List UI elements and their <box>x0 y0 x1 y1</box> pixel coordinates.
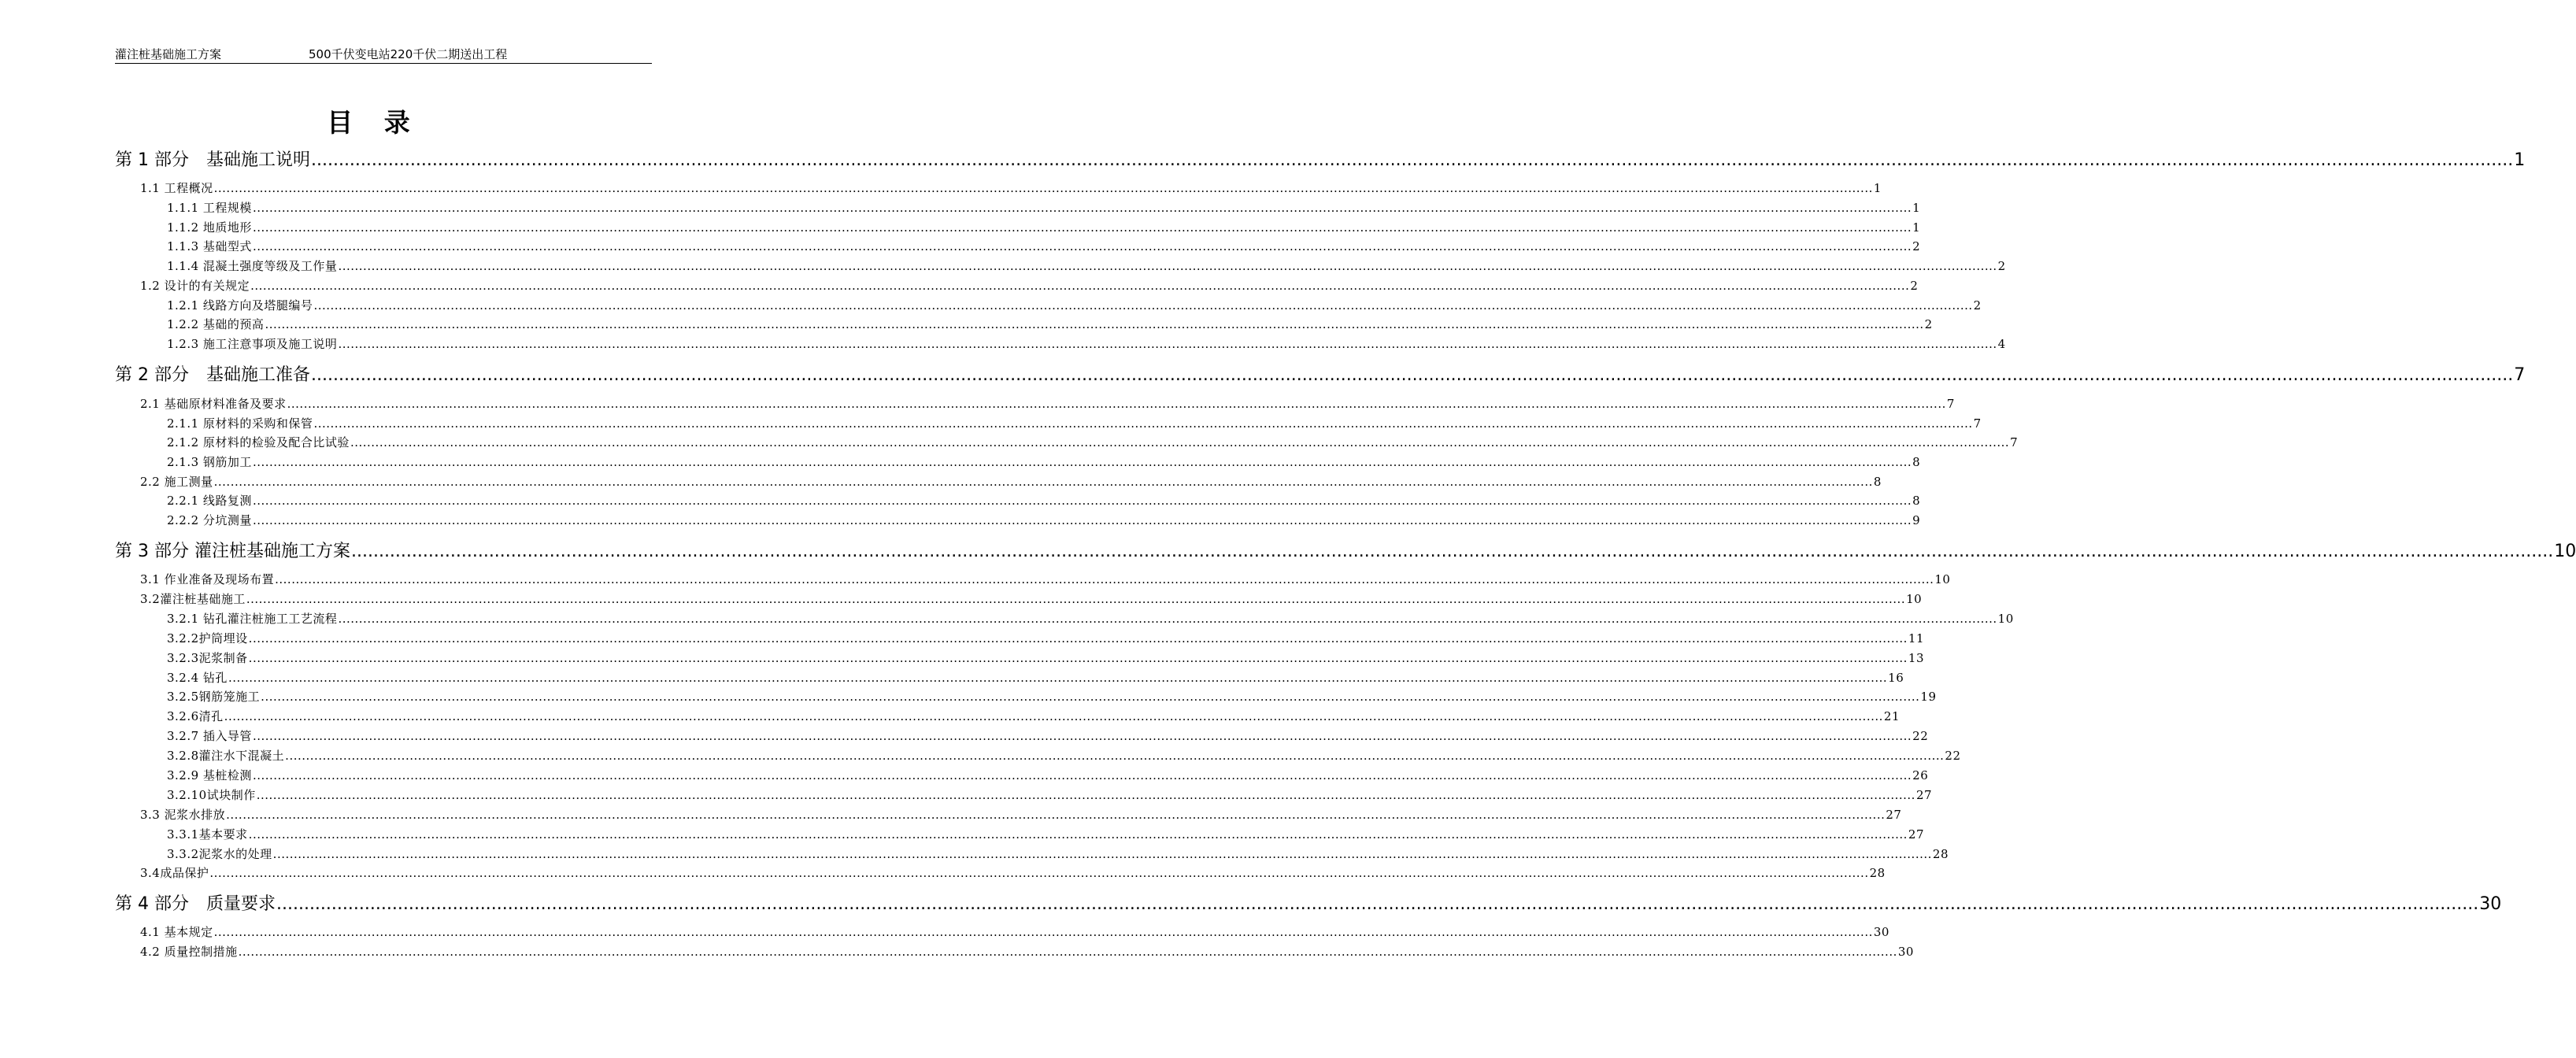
toc-entry-page-number: 28 <box>1869 866 1886 880</box>
toc-entry-page-number: 22 <box>1912 729 1929 743</box>
toc-entry-label: 2.1.3 钢筋加工 <box>167 455 252 469</box>
toc-section-entry[interactable] <box>140 395 1955 412</box>
toc-part-entry[interactable] <box>115 538 2576 562</box>
toc-leader-dots: ................................................................................................................................................................................................................................................................................................................................................................................................................ <box>252 768 1912 782</box>
toc-leader-dots: ................................................................................................................................................................................................................................................................................................................................................................................................................ <box>248 827 1908 842</box>
toc-entry-label: 3.2灌注桩基础施工 <box>140 592 246 606</box>
toc-subsection-entry[interactable] <box>167 335 2006 352</box>
toc-entry-label: 3.4成品保护 <box>140 866 209 880</box>
toc-leader-dots: ................................................................................................................................................................................................................................................................................................................................................................................................................ <box>252 455 1912 469</box>
toc-entry-label: 第 2 部分 基础施工准备 <box>115 365 310 385</box>
toc-leader-dots: ................................................................................................................................................................................................................................................................................................................................................................................................................ <box>338 259 1997 273</box>
toc-entry-page-number: 7 <box>1946 397 1955 411</box>
toc-entry-label: 2.2.2 分坑测量 <box>167 513 252 527</box>
toc-entry-label: 3.2.5钢筋笼施工 <box>167 690 261 704</box>
toc-part-entry[interactable] <box>115 890 2502 915</box>
toc-entry-page-number: 2 <box>1912 239 1921 253</box>
toc-entry-page-number: 7 <box>1973 416 1982 431</box>
toc-entry-label: 3.2.8灌注水下混凝土 <box>167 749 285 763</box>
toc-subsection-entry[interactable] <box>167 786 1933 803</box>
toc-entry-label: 3.2.3泥浆制备 <box>167 651 248 665</box>
toc-entry-page-number: 10 <box>1997 612 2014 626</box>
toc-entry-label: 4.2 质量控制措施 <box>140 945 238 959</box>
toc-title: 目 录 <box>327 107 421 138</box>
toc-leader-dots: ................................................................................................................................................................................................................................................................................................................................................................................................................ <box>248 631 1908 646</box>
toc-section-entry[interactable] <box>140 179 1882 196</box>
toc-subsection-entry[interactable] <box>167 219 1921 235</box>
toc-leader-dots: ................................................................................................................................................................................................................................................................................................................................................................................................................ <box>252 201 1912 215</box>
toc-leader-dots: ................................................................................................................................................................................................................................................................................................................................................................................................................ <box>338 612 1997 626</box>
toc-leader-dots: ................................................................................................................................................................................................................................................................................................................................................................................................................ <box>313 298 1973 313</box>
toc-section-entry[interactable] <box>140 806 1902 823</box>
toc-entry-label: 2.1.2 原材料的检验及配合比试验 <box>167 435 350 449</box>
toc-subsection-entry[interactable] <box>167 630 1924 646</box>
toc-subsection-entry[interactable] <box>167 415 1982 431</box>
toc-entry-label: 1.1.2 地质地形 <box>167 220 252 235</box>
toc-subsection-entry[interactable] <box>167 610 2014 627</box>
toc-subsection-entry[interactable] <box>167 238 1921 254</box>
toc-part-entry[interactable] <box>115 361 2526 386</box>
toc-entry-page-number: 27 <box>1915 788 1933 802</box>
toc-leader-dots: ................................................................................................................................................................................................................................................................................................................................................................................................................ <box>272 847 1932 861</box>
toc-entry-label: 1.1.3 基础型式 <box>167 239 252 253</box>
toc-entry-label: 3.2.9 基桩检测 <box>167 768 252 782</box>
toc-leader-dots: ................................................................................................................................................................................................................................................................................................................................................................................................................ <box>287 397 1946 411</box>
toc-entry-page-number: 7 <box>2010 435 2019 449</box>
toc-entry-page-number: 9 <box>1912 513 1921 527</box>
toc-entry-page-number: 4 <box>1997 337 2006 351</box>
toc-entry-label: 3.1 作业准备及现场布置 <box>140 572 275 586</box>
toc-leader-dots: ................................................................................................................................................................................................................................................................................................................................................................................................................ <box>275 572 1934 586</box>
toc-entry-label: 2.1 基础原材料准备及要求 <box>140 397 287 411</box>
toc-entry-label: 4.1 基本规定 <box>140 925 213 939</box>
toc-leader-dots: ................................................................................................................................................................................................................................................................................................................................................................................................................ <box>252 729 1912 743</box>
toc-entry-label: 3.2.1 钻孔灌注桩施工工艺流程 <box>167 612 338 626</box>
toc-entry-page-number: 11 <box>1908 631 1924 646</box>
toc-section-entry[interactable] <box>140 590 1923 607</box>
toc-leader-dots: ................................................................................................................................................................................................................................................................................................................................................................................................................ <box>252 239 1912 253</box>
toc-subsection-entry[interactable] <box>167 688 1937 705</box>
toc-entry-page-number: 1 <box>2514 150 2526 170</box>
toc-entry-label: 3.2.10试块制作 <box>167 788 256 802</box>
toc-entry-label: 3.2.6清孔 <box>167 709 224 723</box>
toc-entry-page-number: 2 <box>1997 259 2006 273</box>
toc-entry-page-number: 27 <box>1886 808 1902 822</box>
toc-subsection-entry[interactable] <box>167 767 1929 783</box>
toc-entry-label: 3.2.2护筒埋设 <box>167 631 248 646</box>
toc-entry-page-number: 10 <box>2554 542 2576 561</box>
toc-part-entry[interactable] <box>115 146 2526 171</box>
toc-section-entry[interactable] <box>140 943 1914 960</box>
toc-entry-page-number: 27 <box>1908 827 1924 842</box>
toc-subsection-entry[interactable] <box>167 492 1921 509</box>
toc-leader-dots: ................................................................................................................................................................................................................................................................................................................................................................................................................ <box>209 866 1869 880</box>
toc-leader-dots: ................................................................................................................................................................................................................................................................................................................................................................................................................ <box>224 709 1883 723</box>
toc-section-entry[interactable] <box>140 473 1882 490</box>
toc-subsection-entry[interactable] <box>167 297 1982 313</box>
toc-entry-page-number: 21 <box>1883 709 1900 723</box>
toc-entry-page-number: 30 <box>1897 945 1914 959</box>
toc-entry-page-number: 10 <box>1906 592 1923 606</box>
toc-entry-page-number: 2 <box>1924 317 1933 331</box>
toc-entry-page-number: 16 <box>1888 671 1904 685</box>
toc-entry-label: 1.1.4 混凝土强度等级及工作量 <box>167 259 338 273</box>
toc-entry-page-number: 7 <box>2514 365 2526 385</box>
toc-entry-page-number: 1 <box>1873 181 1882 195</box>
toc-entry-page-number: 8 <box>1912 455 1921 469</box>
toc-subsection-entry[interactable] <box>167 669 1904 686</box>
toc-leader-dots: ................................................................................................................................................................................................................................................................................................................................................................................................................ <box>213 925 1873 939</box>
toc-entry-label: 第 3 部分 灌注桩基础施工方案 <box>115 542 350 561</box>
toc-leader-dots: ................................................................................................................................................................................................................................................................................................................................................................................................................ <box>350 435 2010 449</box>
toc-entry-page-number: 30 <box>1873 925 1889 939</box>
toc-entry-label: 2.2.1 线路复测 <box>167 494 252 508</box>
toc-entry-label: 3.3.1基本要求 <box>167 827 248 842</box>
toc-leader-dots: ................................................................................................................................................................................................................................................................................................................................................................................................................ <box>261 690 1920 704</box>
toc-subsection-entry[interactable] <box>167 845 1949 862</box>
toc-entry-page-number: 1 <box>1912 201 1921 215</box>
toc-leader-dots: ................................................................................................................................................................................................................................................................................................................................................................................................................ <box>226 808 1886 822</box>
toc-entry-page-number: 30 <box>2479 894 2502 914</box>
toc-entry-label: 3.2.4 钻孔 <box>167 671 228 685</box>
toc-subsection-entry[interactable] <box>167 512 1921 528</box>
toc-leader-dots: ................................................................................................................................................................................................................................................................................................................................................................................................................ <box>256 788 1915 802</box>
toc-section-entry[interactable] <box>140 571 1951 587</box>
toc-entry-label: 3.3.2泥浆水的处理 <box>167 847 272 861</box>
toc-leader-dots: ................................................................................................................................................................................................................................................................................................................................................................................................................ <box>252 220 1912 235</box>
toc-entry-label: 1.2.3 施工注意事项及施工说明 <box>167 337 338 351</box>
toc-entry-label: 2.2 施工测量 <box>140 475 213 489</box>
page-header <box>115 46 652 64</box>
header-project-name: 500千伏变电站220千伏二期送出工程 <box>309 47 508 61</box>
toc-entry-label: 3.3 泥浆水排放 <box>140 808 226 822</box>
toc-leader-dots: ................................................................................................................................................................................................................................................................................................................................................................................................................ <box>228 671 1888 685</box>
toc-subsection-entry[interactable] <box>167 747 1961 764</box>
toc-leader-dots: ................................................................................................................................................................................................................................................................................................................................................................................................................ <box>276 894 2479 914</box>
toc-leader-dots: ................................................................................................................................................................................................................................................................................................................................................................................................................ <box>250 279 1910 293</box>
toc-section-entry[interactable] <box>140 864 1886 881</box>
toc-leader-dots: ................................................................................................................................................................................................................................................................................................................................................................................................................ <box>350 542 2554 561</box>
toc-subsection-entry[interactable] <box>167 708 1900 724</box>
toc-entry-label: 2.1.1 原材料的采购和保管 <box>167 416 313 431</box>
toc-subsection-entry[interactable] <box>167 434 2019 450</box>
toc-entry-label: 1.1 工程概况 <box>140 181 213 195</box>
toc-entry-label: 第 4 部分 质量要求 <box>115 894 276 914</box>
toc-subsection-entry[interactable] <box>167 649 1924 666</box>
toc-leader-dots: ................................................................................................................................................................................................................................................................................................................................................................................................................ <box>338 337 1997 351</box>
toc-entry-label: 3.2.7 插入导管 <box>167 729 252 743</box>
toc-entry-page-number: 2 <box>1910 279 1919 293</box>
toc-leader-dots: ................................................................................................................................................................................................................................................................................................................................................................................................................ <box>313 416 1973 431</box>
toc-subsection-entry[interactable] <box>167 727 1929 744</box>
toc-section-entry[interactable] <box>140 277 1919 294</box>
toc-entry-page-number: 10 <box>1934 572 1951 586</box>
toc-leader-dots: ................................................................................................................................................................................................................................................................................................................................................................................................................ <box>248 651 1908 665</box>
toc-section-entry[interactable] <box>140 923 1889 940</box>
toc-subsection-entry[interactable] <box>167 316 1933 332</box>
toc-leader-dots: ................................................................................................................................................................................................................................................................................................................................................................................................................ <box>238 945 1897 959</box>
toc-entry-label: 第 1 部分 基础施工说明 <box>115 150 310 170</box>
toc-entry-page-number: 2 <box>1973 298 1982 313</box>
toc-subsection-entry[interactable] <box>167 453 1921 470</box>
toc-leader-dots: ................................................................................................................................................................................................................................................................................................................................................................................................................ <box>213 475 1873 489</box>
toc-entry-page-number: 19 <box>1920 690 1937 704</box>
toc-entry-page-number: 26 <box>1912 768 1929 782</box>
toc-leader-dots: ................................................................................................................................................................................................................................................................................................................................................................................................................ <box>252 494 1912 508</box>
toc-leader-dots: ................................................................................................................................................................................................................................................................................................................................................................................................................ <box>252 513 1912 527</box>
toc-leader-dots: ................................................................................................................................................................................................................................................................................................................................................................................................................ <box>310 150 2514 170</box>
toc-entry-page-number: 1 <box>1912 220 1921 235</box>
toc-leader-dots: ................................................................................................................................................................................................................................................................................................................................................................................................................ <box>310 365 2514 385</box>
toc-entry-label: 1.2 设计的有关规定 <box>140 279 250 293</box>
toc-subsection-entry[interactable] <box>167 826 1924 842</box>
toc-entry-page-number: 8 <box>1873 475 1882 489</box>
toc-leader-dots: ................................................................................................................................................................................................................................................................................................................................................................................................................ <box>285 749 1945 763</box>
toc-entry-label: 1.2.1 线路方向及塔腿编号 <box>167 298 313 313</box>
toc-subsection-entry[interactable] <box>167 257 2006 274</box>
header-document-title: 灌注桩基础施工方案 <box>115 47 222 61</box>
toc-entry-page-number: 8 <box>1912 494 1921 508</box>
toc-leader-dots: ................................................................................................................................................................................................................................................................................................................................................................................................................ <box>265 317 1924 331</box>
toc-entry-label: 1.1.1 工程规模 <box>167 201 252 215</box>
toc-leader-dots: ................................................................................................................................................................................................................................................................................................................................................................................................................ <box>246 592 1906 606</box>
toc-entry-label: 1.2.2 基础的预高 <box>167 317 265 331</box>
toc-entry-page-number: 13 <box>1908 651 1924 665</box>
toc-entry-page-number: 22 <box>1945 749 1961 763</box>
toc-entry-page-number: 28 <box>1932 847 1949 861</box>
toc-leader-dots: ................................................................................................................................................................................................................................................................................................................................................................................................................ <box>213 181 1873 195</box>
toc-subsection-entry[interactable] <box>167 199 1921 216</box>
